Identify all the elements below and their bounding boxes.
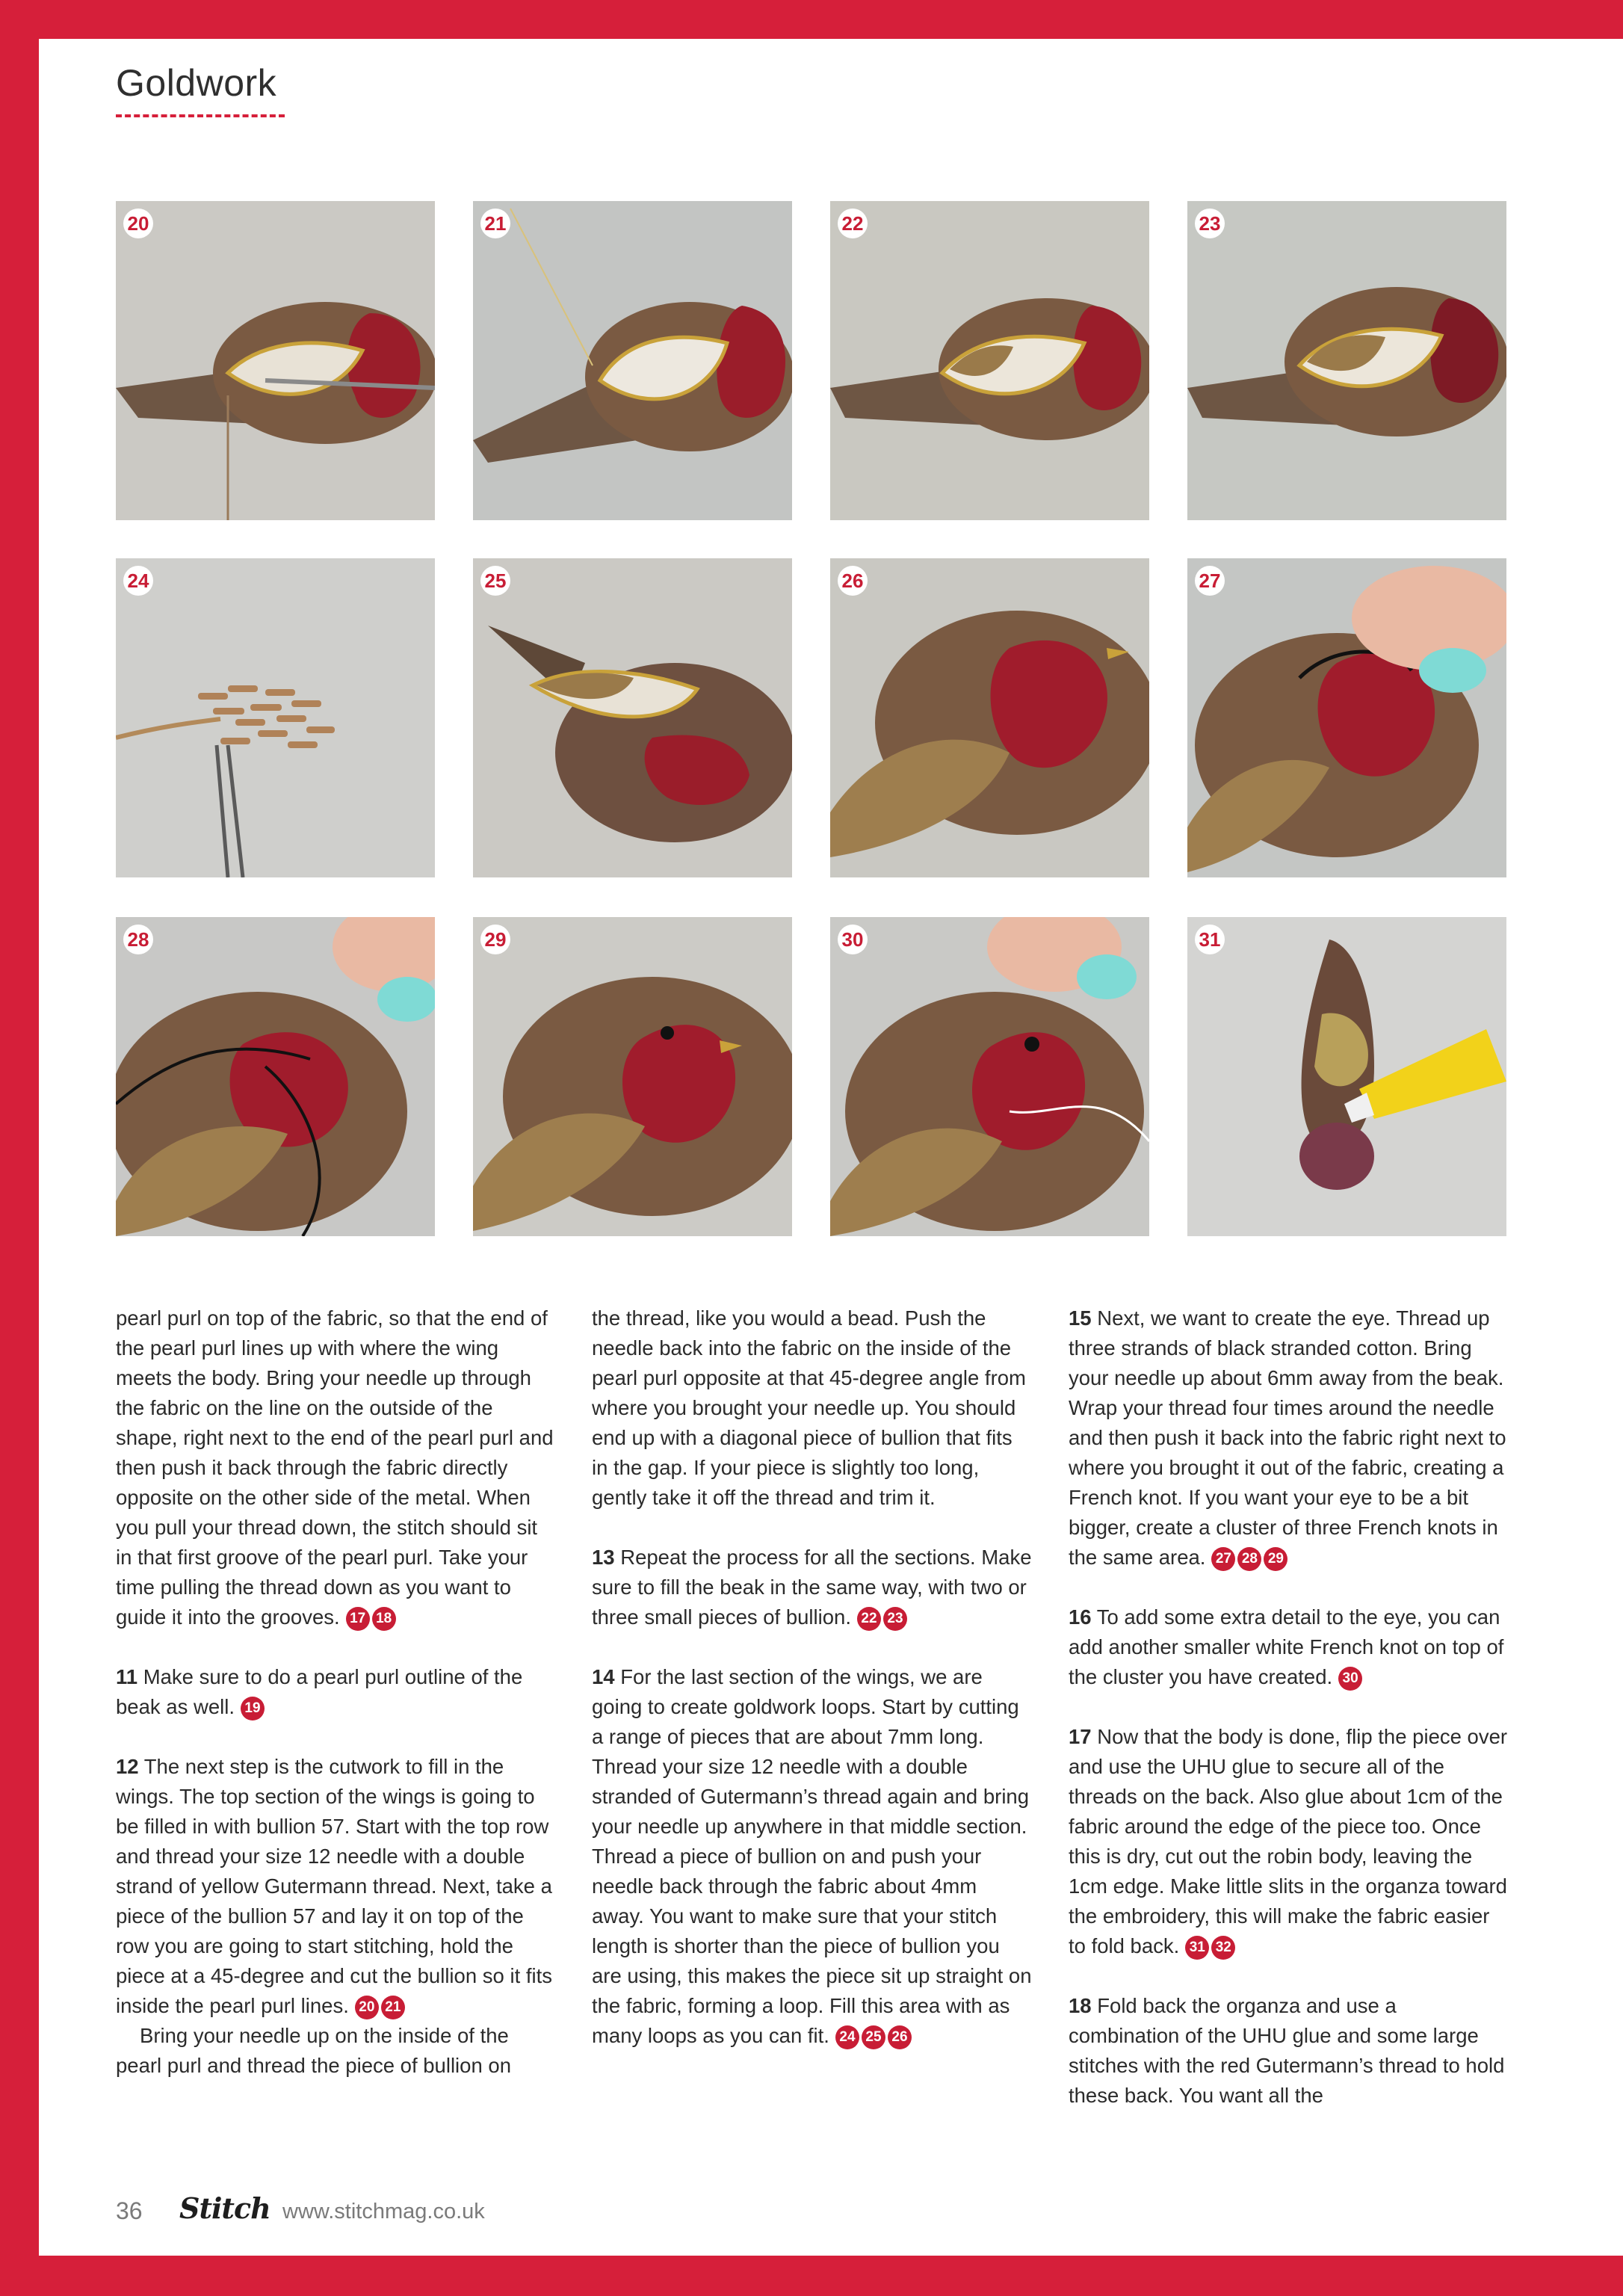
- page-border-bottom: [0, 2256, 1623, 2296]
- photo-ref-badge: 23: [883, 1607, 907, 1631]
- step-number: 12: [116, 1755, 139, 1778]
- robin-photo-illustration: [830, 917, 1149, 1236]
- text-column-1: [116, 1303, 557, 2081]
- step-number: 15: [1069, 1306, 1092, 1330]
- step-number: 18: [1069, 1994, 1092, 2017]
- robin-photo-illustration: [473, 917, 792, 1236]
- step-number-badge: 24: [123, 566, 153, 596]
- glue-back-illustration: [1187, 917, 1506, 1236]
- robin-photo-illustration: [830, 558, 1149, 877]
- step-photo-31: [1187, 917, 1506, 1236]
- step-number-badge: 29: [480, 925, 510, 954]
- step-number-badge: 31: [1195, 925, 1225, 954]
- photo-ref-badge: 24: [835, 2025, 859, 2049]
- section-title: Goldwork: [116, 62, 277, 104]
- photo-ref-badge: 28: [1237, 1547, 1261, 1571]
- step-number-badge: 25: [480, 566, 510, 596]
- step-14: 14 For the last section of the wings, we are going to create goldwork loops. Start by cutting a range of pieces that are about 7mm long. Thread your size 12 needle with a double stranded of Gutermann’s thread again and bring your needle up anywhere in that middle section. Thread a piece of bullion on and push your needle back through the fabric about 4mm away. You want to make sure that your stitch length is shorter than the piece of bullion you are using, this makes the piece sit up straight on the fabric, forming a loop. Fill this area with as many loops as you can fit. 24 25 26: [592, 1662, 1033, 2051]
- robin-photo-illustration: [1187, 201, 1506, 520]
- step-number-badge: 23: [1195, 209, 1225, 238]
- photo-ref-badge: 22: [857, 1607, 881, 1631]
- step-photo-24: [116, 558, 435, 877]
- page-number: 36: [116, 2197, 143, 2224]
- paragraph: pearl purl on top of the fabric, so that the end of the pearl purl lines up with where the wing meets the body. Bring your needle up through the fabric on the line on the outside of the shape, right next to the end of the pearl purl and then push it back through the fabric directly opposite on the other side of the metal. When you pull your thread down, the stitch should sit in that first groove of the pearl purl. Take your time pulling the thread down as you want to guide it into the grooves. 17 18: [116, 1303, 557, 1632]
- step-photo-20: [116, 201, 435, 520]
- step-number: 13: [592, 1546, 615, 1569]
- robin-photo-illustration: [473, 558, 792, 877]
- photo-ref-badge: 32: [1211, 1936, 1235, 1960]
- photo-ref-badge: 18: [372, 1607, 396, 1631]
- step-photo-30: [830, 917, 1149, 1236]
- photo-ref-badge: 25: [862, 2025, 885, 2049]
- step-number-badge: 20: [123, 209, 153, 238]
- step-18: 18 Fold back the organza and use a combination of the UHU glue and some large stitches with the red Gutermann’s thread to hold these back. You want all the: [1069, 1994, 1505, 2107]
- photo-ref-badge: 20: [355, 1996, 379, 2019]
- step-number: 16: [1069, 1605, 1092, 1629]
- page-border-top: [0, 0, 1623, 39]
- step-number: 14: [592, 1665, 615, 1688]
- title-dashed-rule: [116, 114, 285, 117]
- photo-ref-badge: 19: [241, 1697, 265, 1721]
- magazine-logo: Stitch: [179, 2191, 270, 2225]
- page-border-left: [0, 0, 39, 2296]
- step-photo-21: [473, 201, 792, 520]
- paragraph: Bring your needle up on the inside of the pearl purl and thread the piece of bullion on: [116, 2024, 511, 2077]
- photo-ref-badge: 29: [1264, 1547, 1287, 1571]
- robin-photo-illustration: [116, 201, 435, 520]
- step-number: 11: [116, 1665, 138, 1688]
- step-16: 16 To add some extra detail to the eye, you can add another smaller white French knot on top of the cluster you have created. 30: [1069, 1602, 1509, 1692]
- step-photo-22: [830, 201, 1149, 520]
- website-url[interactable]: www.stitchmag.co.uk: [282, 2200, 485, 2224]
- step-11: 11 Make sure to do a pearl purl outline of the beak as well. 19: [116, 1662, 557, 1722]
- step-photo-26: [830, 558, 1149, 877]
- step-photo-25: [473, 558, 792, 877]
- step-number-badge: 21: [480, 209, 510, 238]
- photo-ref-badge: 27: [1211, 1547, 1235, 1571]
- robin-photo-illustration: [116, 917, 435, 1236]
- photo-ref-badge: 31: [1185, 1936, 1209, 1960]
- step-photo-27: [1187, 558, 1506, 877]
- step-13: 13 Repeat the process for all the sections. Make sure to fill the beak in the same way, with two or three small pieces of bullion. 22 23: [592, 1543, 1033, 1632]
- text-column-3: [1069, 1303, 1509, 2111]
- step-number-badge: 28: [123, 925, 153, 954]
- paragraph: the thread, like you would a bead. Push the needle back into the fabric on the inside of the pearl purl opposite at that 45-degree angle from where you brought your needle up. You should end up with a diagonal piece of bullion that fits in the gap. If your piece is slightly too long, gently take it off the thread and trim it.: [592, 1306, 1026, 1509]
- robin-photo-illustration: [1187, 558, 1506, 877]
- bullion-pieces-illustration: [116, 558, 435, 877]
- step-number-badge: 22: [838, 209, 868, 238]
- step-photo-28: [116, 917, 435, 1236]
- text-column-2: [592, 1303, 1033, 2051]
- step-number-badge: 26: [838, 566, 868, 596]
- photo-ref-badge: 21: [381, 1996, 405, 2019]
- step-photo-23: [1187, 201, 1506, 520]
- photo-ref-badge: 17: [346, 1607, 370, 1631]
- robin-photo-illustration: [830, 201, 1149, 520]
- robin-photo-illustration: [473, 201, 792, 520]
- step-15: 15 Next, we want to create the eye. Thread up three strands of black stranded cotton. Bring your needle up about 6mm away from the beak. Wrap your thread four times around the needle and then push it back into the fabric right next to where you brought it out of the fabric, creating a French knot. If you want your eye to be a bit bigger, create a cluster of three French knots in the same area. 27 28 29: [1069, 1303, 1509, 1573]
- step-photo-29: [473, 917, 792, 1236]
- photo-ref-badge: 30: [1338, 1667, 1362, 1691]
- step-number: 17: [1069, 1725, 1092, 1748]
- step-number-badge: 30: [838, 925, 868, 954]
- step-12: 12 The next step is the cutwork to fill in the wings. The top section of the wings is going to be filled in with bullion 57. Start with the top row and thread your size 12 needle with a double strand of yellow Gutermann thread. Next, take a piece of the bullion 57 and lay it on top of the row you are going to start stitching, hold the piece at a 45-degree and cut the bullion so it fits inside the pearl purl lines. 20 21: [116, 1752, 557, 2021]
- step-17: 17 Now that the body is done, flip the piece over and use the UHU glue to secure all of the threads on the back. Also glue about 1cm of the fabric around the edge of the piece too. Once this is dry, cut out the robin body, leaving the 1cm edge. Make little slits in the organza toward the embroidery, this will make the fabric easier to fold back. 31 32: [1069, 1722, 1509, 1961]
- step-number-badge: 27: [1195, 566, 1225, 596]
- photo-ref-badge: 26: [888, 2025, 912, 2049]
